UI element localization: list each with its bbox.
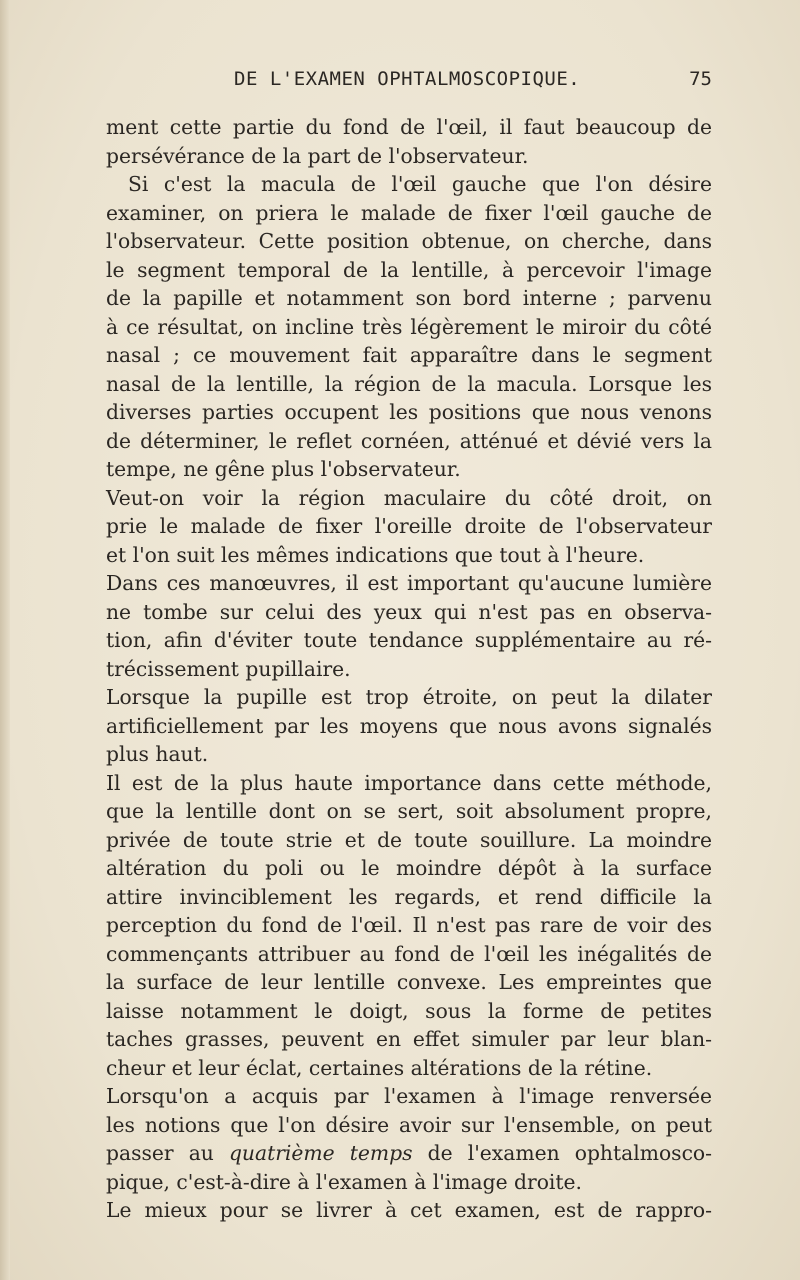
text-line: Si c'est la macula de l'œil gauche que l'on désire	[128, 172, 712, 196]
text-line: passer au quatrième temps de l'examen ophtalmosco-	[106, 1141, 712, 1165]
text-line: trécissement pupillaire.	[106, 656, 351, 681]
text-line: laisse notamment le doigt, sous la forme de petites	[106, 998, 712, 1023]
text-line: que la lentille dont on se sert, soit absolument propre,	[106, 799, 712, 823]
text-line: nasal de la lentille, la région de la macula. Lorsque les	[106, 371, 712, 396]
body-text	[106, 113, 712, 1225]
text-line: pique, c'est-à-dire à l'examen à l'image droite.	[106, 1169, 583, 1194]
text-line: et l'on suit les mêmes indications que tout à l'heure.	[106, 542, 645, 567]
text-line: artificiellement par les moyens que nous avons signalés	[106, 713, 712, 738]
text-line: altération du poli ou le moindre dépôt à la surface	[106, 856, 712, 880]
text-line: l'observateur. Cette position obtenue, on cherche, dans	[106, 229, 712, 253]
text-line: les notions que l'on désire avoir sur l'ensemble, on peut	[106, 1112, 712, 1137]
text-line: taches grasses, peuvent en effet simuler par leur blan-	[106, 1027, 712, 1051]
text-line: nasal ; ce mouvement fait apparaître dans le segment	[106, 343, 712, 367]
text-line: perception du fond de l'œil. Il n'est pas rare de voir des	[106, 913, 712, 937]
text-line: ment cette partie du fond de l'œil, il faut beaucoup de	[106, 115, 712, 139]
text-line: Veut-on voir la région maculaire du côté droit, on	[106, 485, 712, 510]
text-line: examiner, on priera le malade de fixer l'œil gauche de	[106, 200, 712, 225]
text-line: Lorsqu'on a acquis par l'examen à l'image renversée	[106, 1084, 712, 1108]
page-number: 75	[689, 68, 712, 90]
text-line: Dans ces manœuvres, il est important qu'aucune lumière	[106, 571, 712, 595]
text-line: cheur et leur éclat, certaines altérations de la rétine.	[106, 1055, 653, 1080]
text-line: à ce résultat, on incline très légèrement le miroir du côté	[106, 314, 712, 339]
text-line: attire invinciblement les regards, et rend difficile la	[106, 884, 712, 909]
text-line: commençants attribuer au fond de l'œil les inégalités de	[106, 941, 712, 966]
text-line: diverses parties occupent les positions que nous venons	[106, 400, 712, 424]
text-line: de déterminer, le reflet cornéen, atténué et dévié vers la	[106, 428, 712, 453]
text-line: ne tombe sur celui des yeux qui n'est pas en observa-	[106, 599, 712, 624]
text-line: Le mieux pour se livrer à cet examen, est de rappro-	[106, 1198, 712, 1222]
binding-edge	[0, 0, 10, 1280]
text-line: privée de toute strie et de toute souillure. La moindre	[106, 827, 712, 852]
text-line: tempe, ne gêne plus l'observateur.	[106, 457, 461, 481]
text-line: Lorsque la pupille est trop étroite, on peut la dilater	[106, 685, 712, 709]
text-line: persévérance de la part de l'observateur.	[106, 143, 529, 168]
text-line: tion, afin d'éviter toute tendance supplémentaire au ré-	[106, 628, 712, 652]
text-line: le segment temporal de la lentille, à percevoir l'image	[106, 257, 712, 282]
text-line: Il est de la plus haute importance dans cette méthode,	[106, 770, 712, 795]
text-line: de la papille et notamment son bord interne ; parvenu	[106, 286, 712, 310]
running-head-title: DE L'EXAMEN OPHTALMOSCOPIQUE.	[234, 68, 581, 90]
text-line: plus haut.	[106, 742, 209, 766]
running-head	[106, 68, 712, 98]
text-line: prie le malade de fixer l'oreille droite de l'observateur	[106, 514, 712, 538]
text-line: la surface de leur lentille convexe. Les empreintes que	[106, 970, 712, 994]
